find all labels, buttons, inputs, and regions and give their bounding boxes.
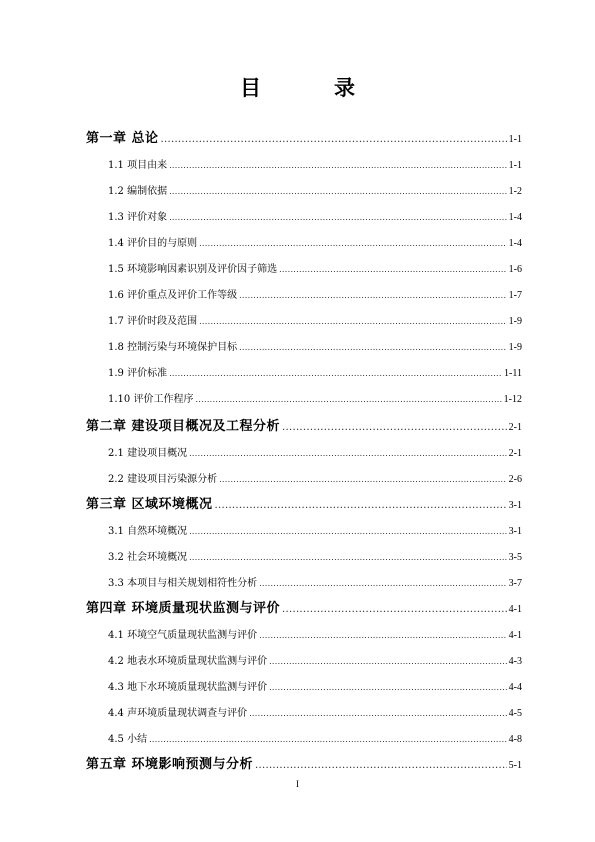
toc-entry-label: 1.8 控制污染与环境保护目标	[108, 342, 238, 353]
toc-entry[interactable]	[86, 415, 522, 434]
page-number: I	[296, 779, 299, 789]
toc-entry-page: 1-4	[508, 212, 522, 223]
leader-dots	[259, 631, 507, 640]
toc-entry-label: 4.5 小结	[108, 734, 148, 745]
toc-entry[interactable]	[86, 704, 522, 719]
leader-dots	[149, 735, 507, 744]
toc-entry[interactable]	[86, 127, 522, 146]
toc-entry-page: 1-4	[508, 238, 522, 249]
toc-entry-page: 3-5	[508, 552, 522, 563]
toc-entry-page: 3-1	[508, 526, 522, 537]
toc-entry[interactable]	[86, 208, 522, 223]
toc-entry[interactable]	[86, 260, 522, 275]
toc-entry-label: 3.1 自然环境概况	[108, 526, 188, 537]
toc-entry[interactable]	[86, 626, 522, 641]
leader-dots	[249, 709, 507, 718]
leader-dots	[189, 449, 507, 458]
leader-dots	[282, 422, 507, 433]
leader-dots	[255, 760, 507, 771]
toc-entry-label: 1.1 项目由来	[108, 160, 168, 171]
toc-entry[interactable]	[86, 652, 522, 667]
toc-entry[interactable]	[86, 730, 522, 745]
toc-entry-page: 1-12	[503, 394, 522, 405]
toc-entry-label: 4.1 环境空气质量现状监测与评价	[108, 630, 258, 641]
leader-dots	[195, 395, 501, 404]
toc-entry[interactable]	[86, 286, 522, 301]
toc-entry-page: 4-1	[508, 604, 522, 615]
leader-dots	[189, 527, 507, 536]
toc-entry[interactable]	[86, 753, 522, 772]
page-title: 目 录	[240, 76, 381, 100]
toc-entry-label: 第一章 总论	[86, 131, 159, 146]
leader-dots	[279, 265, 507, 274]
leader-dots	[169, 187, 507, 196]
leader-dots	[219, 475, 507, 484]
toc-entry-page: 4-4	[508, 682, 522, 693]
toc-entry-page: 1-1	[508, 160, 522, 171]
toc-entry-page: 2-6	[508, 474, 522, 485]
toc-entry-page: 5-1	[508, 760, 522, 771]
toc-entry-page: 1-9	[508, 342, 522, 353]
leader-dots	[282, 604, 507, 615]
toc-entry-label: 2.2 建设项目污染源分析	[108, 474, 218, 485]
toc-entry-label: 1.5 环境影响因素识别及评价因子筛选	[108, 264, 278, 275]
toc-entry-page: 2-1	[508, 422, 522, 433]
leader-dots	[239, 291, 507, 300]
toc-entry-label: 第四章 环境质量现状监测与评价	[86, 601, 281, 616]
leader-dots	[199, 317, 507, 326]
toc-entry[interactable]	[86, 364, 522, 379]
toc-entry-page: 1-9	[508, 316, 522, 327]
toc-entry-label: 第三章 区域环境概况	[86, 497, 213, 512]
toc-entry[interactable]	[86, 338, 522, 353]
leader-dots	[199, 239, 507, 248]
toc-entry-page: 2-1	[508, 448, 522, 459]
leader-dots	[215, 500, 507, 511]
toc-entry-page: 4-8	[508, 734, 522, 745]
toc-entry-page: 4-1	[508, 630, 522, 641]
toc-entry-label: 3.2 社会环境概况	[108, 552, 188, 563]
toc-entry[interactable]	[86, 390, 522, 405]
leader-dots	[161, 134, 507, 145]
toc-entry-label: 1.6 评价重点及评价工作等级	[108, 290, 238, 301]
toc-entry[interactable]	[86, 548, 522, 563]
toc-entry-label: 4.4 声环境质量现状调查与评价	[108, 708, 248, 719]
toc-entry[interactable]	[86, 678, 522, 693]
toc-entry-page: 1-2	[508, 186, 522, 197]
toc-entry-label: 1.3 评价对象	[108, 212, 168, 223]
toc-entry-page: 1-7	[508, 290, 522, 301]
toc-entry-label: 1.4 评价目的与原则	[108, 238, 198, 249]
toc-entry-label: 1.2 编制依据	[108, 186, 168, 197]
toc-entry[interactable]	[86, 574, 522, 589]
toc-entry-label: 第五章 环境影响预测与分析	[86, 757, 254, 772]
toc-entry[interactable]	[86, 234, 522, 249]
toc-entry-label: 1.10 评价工作程序	[108, 394, 194, 405]
toc-entry[interactable]	[86, 182, 522, 197]
toc-entry-page: 1-6	[508, 264, 522, 275]
leader-dots	[169, 213, 507, 222]
leader-dots	[189, 553, 507, 562]
leader-dots	[259, 579, 507, 588]
toc-entry[interactable]	[86, 597, 522, 616]
leader-dots	[269, 683, 507, 692]
toc-entry-label: 1.9 评价标准	[108, 368, 168, 379]
toc-entry-label: 3.3 本项目与相关规划相符性分析	[108, 578, 258, 589]
leader-dots	[169, 369, 502, 378]
toc-entry-page: 3-7	[508, 578, 522, 589]
toc-entry-page: 1-1	[508, 134, 522, 145]
toc-entry-label: 4.3 地下水环境质量现状监测与评价	[108, 682, 268, 693]
toc-entry-page: 3-1	[508, 500, 522, 511]
toc-entry[interactable]	[86, 312, 522, 327]
toc-entry[interactable]	[86, 156, 522, 171]
toc-entry[interactable]	[86, 522, 522, 537]
toc-entry[interactable]	[86, 470, 522, 485]
toc-entry-page: 4-3	[508, 656, 522, 667]
toc-entry-page: 1-11	[504, 368, 522, 379]
leader-dots	[169, 161, 507, 170]
leader-dots	[269, 657, 507, 666]
toc-entry[interactable]	[86, 493, 522, 512]
toc-entry-page: 4-5	[508, 708, 522, 719]
toc-entry-label: 2.1 建设项目概况	[108, 448, 188, 459]
toc-entry-label: 1.7 评价时段及范围	[108, 316, 198, 327]
toc-entry[interactable]	[86, 444, 522, 459]
toc-entry-label: 第二章 建设项目概况及工程分析	[86, 419, 281, 434]
toc-entry-label: 4.2 地表水环境质量现状监测与评价	[108, 656, 268, 667]
leader-dots	[239, 343, 507, 352]
